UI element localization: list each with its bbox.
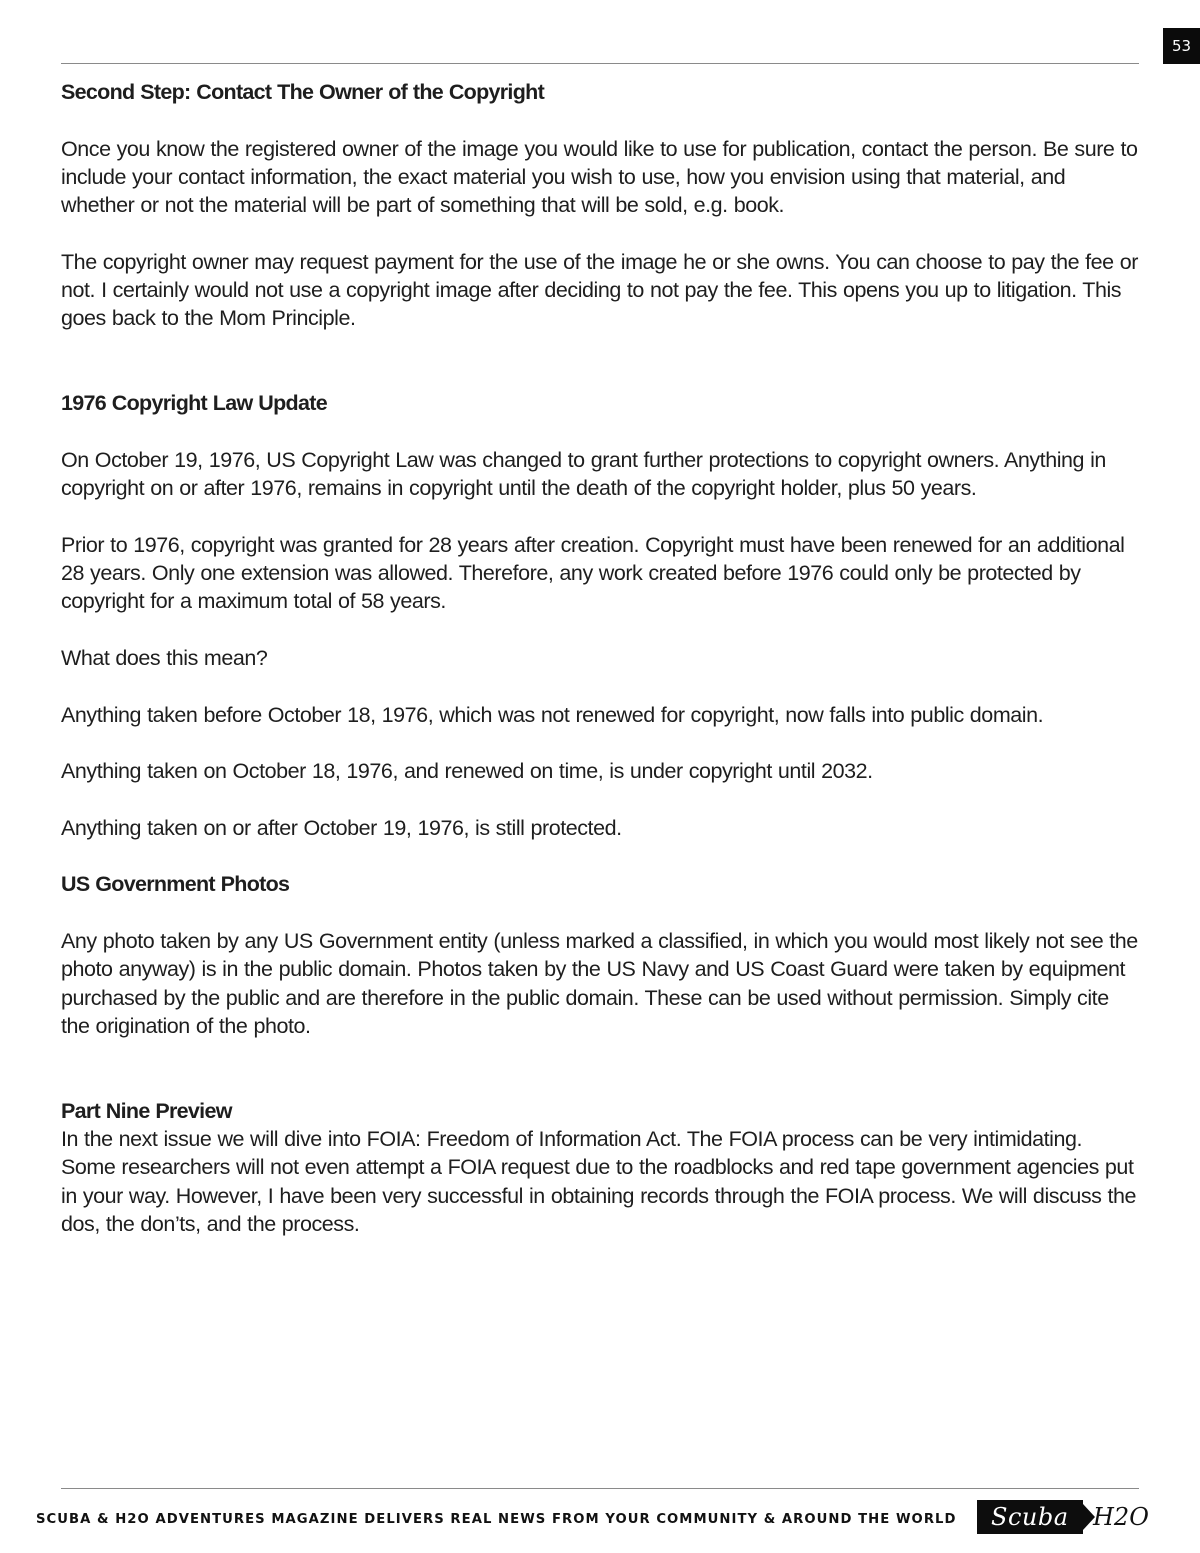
paragraph: Any photo taken by any US Government entity (unless marked a classified, in which you would most likely not see the photo anyway) is in the public domain. Photos taken by the US Navy and US Coast Guard were taken by equipment purchased by the public and are therefore in the public domain. These can be used without permission. Simply cite the origination of the photo. bbox=[61, 928, 1138, 1038]
magazine-logo bbox=[977, 1500, 1149, 1534]
paragraph: What does this mean? bbox=[61, 645, 268, 670]
paragraph: Anything taken before October 18, 1976, which was not renewed for copyright, now falls into public domain. bbox=[61, 702, 1044, 727]
paragraph: Anything taken on or after October 19, 1976, is still protected. bbox=[61, 815, 622, 840]
header-rule bbox=[61, 63, 1139, 64]
paragraph: Anything taken on October 18, 1976, and renewed on time, is under copyright until 2032. bbox=[61, 759, 873, 784]
section-heading: 1976 Copyright Law Update bbox=[61, 391, 327, 416]
paragraph: Once you know the registered owner of the image you would like to use for publication, contact the person. Be sure to include your contact information, the exact material you wish to use, how you envision using that material, and whether or not the material will be part of something that will be sold, e.g. book. bbox=[61, 136, 1138, 218]
footer-tagline: SCUBA & H2O ADVENTURES MAGAZINE DELIVERS REAL NEWS FROM YOUR COMMUNITY & AROUND THE WORLD bbox=[36, 1512, 957, 1527]
section-heading: US Government Photos bbox=[61, 872, 290, 897]
paragraph: Prior to 1976, copyright was granted for 28 years after creation. Copyright must have been renewed for an additional 28 years. Only one extension was allowed. Therefore, any work created before 1976 could only be protected by copyright for a maximum total of 58 years. bbox=[61, 532, 1125, 614]
section-heading: Second Step: Contact The Owner of the Copyright bbox=[61, 80, 545, 104]
footer-rule bbox=[61, 1488, 1139, 1489]
section-heading: Part Nine Preview bbox=[61, 1098, 232, 1123]
spacer bbox=[61, 1068, 1141, 1096]
paragraph: In the next issue we will dive into FOIA: Freedom of Information Act. The FOIA process can be very intimidating. Some researchers will not even attempt a FOIA request due to the roadblocks and red tape government agencies put in your way. However, I have been very successful in obtaining records through the FOIA process. We will discuss the dos, the don’ts, and the process. bbox=[61, 1126, 1137, 1236]
paragraph: The copyright owner may request payment for the use of the image he or she owns. You can choose to pay the fee or not. I certainly would not use a copyright image after deciding to not pay the fee. This opens you up to litigation. This goes back to the Mom Principle. bbox=[61, 249, 1138, 331]
page-number: 53 bbox=[1163, 28, 1200, 64]
paragraph: On October 19, 1976, US Copyright Law was changed to grant further protections to copyright owners. Anything in copyright on or after 1976, remains in copyright until the death of the copyright holder, plus 50 years. bbox=[61, 447, 1106, 501]
article-body bbox=[61, 78, 1141, 1266]
logo-badge bbox=[977, 1500, 1083, 1534]
spacer bbox=[61, 361, 1141, 389]
logo-word: Scuba bbox=[991, 1503, 1069, 1531]
logo-suffix: H2O bbox=[1093, 1503, 1149, 1531]
